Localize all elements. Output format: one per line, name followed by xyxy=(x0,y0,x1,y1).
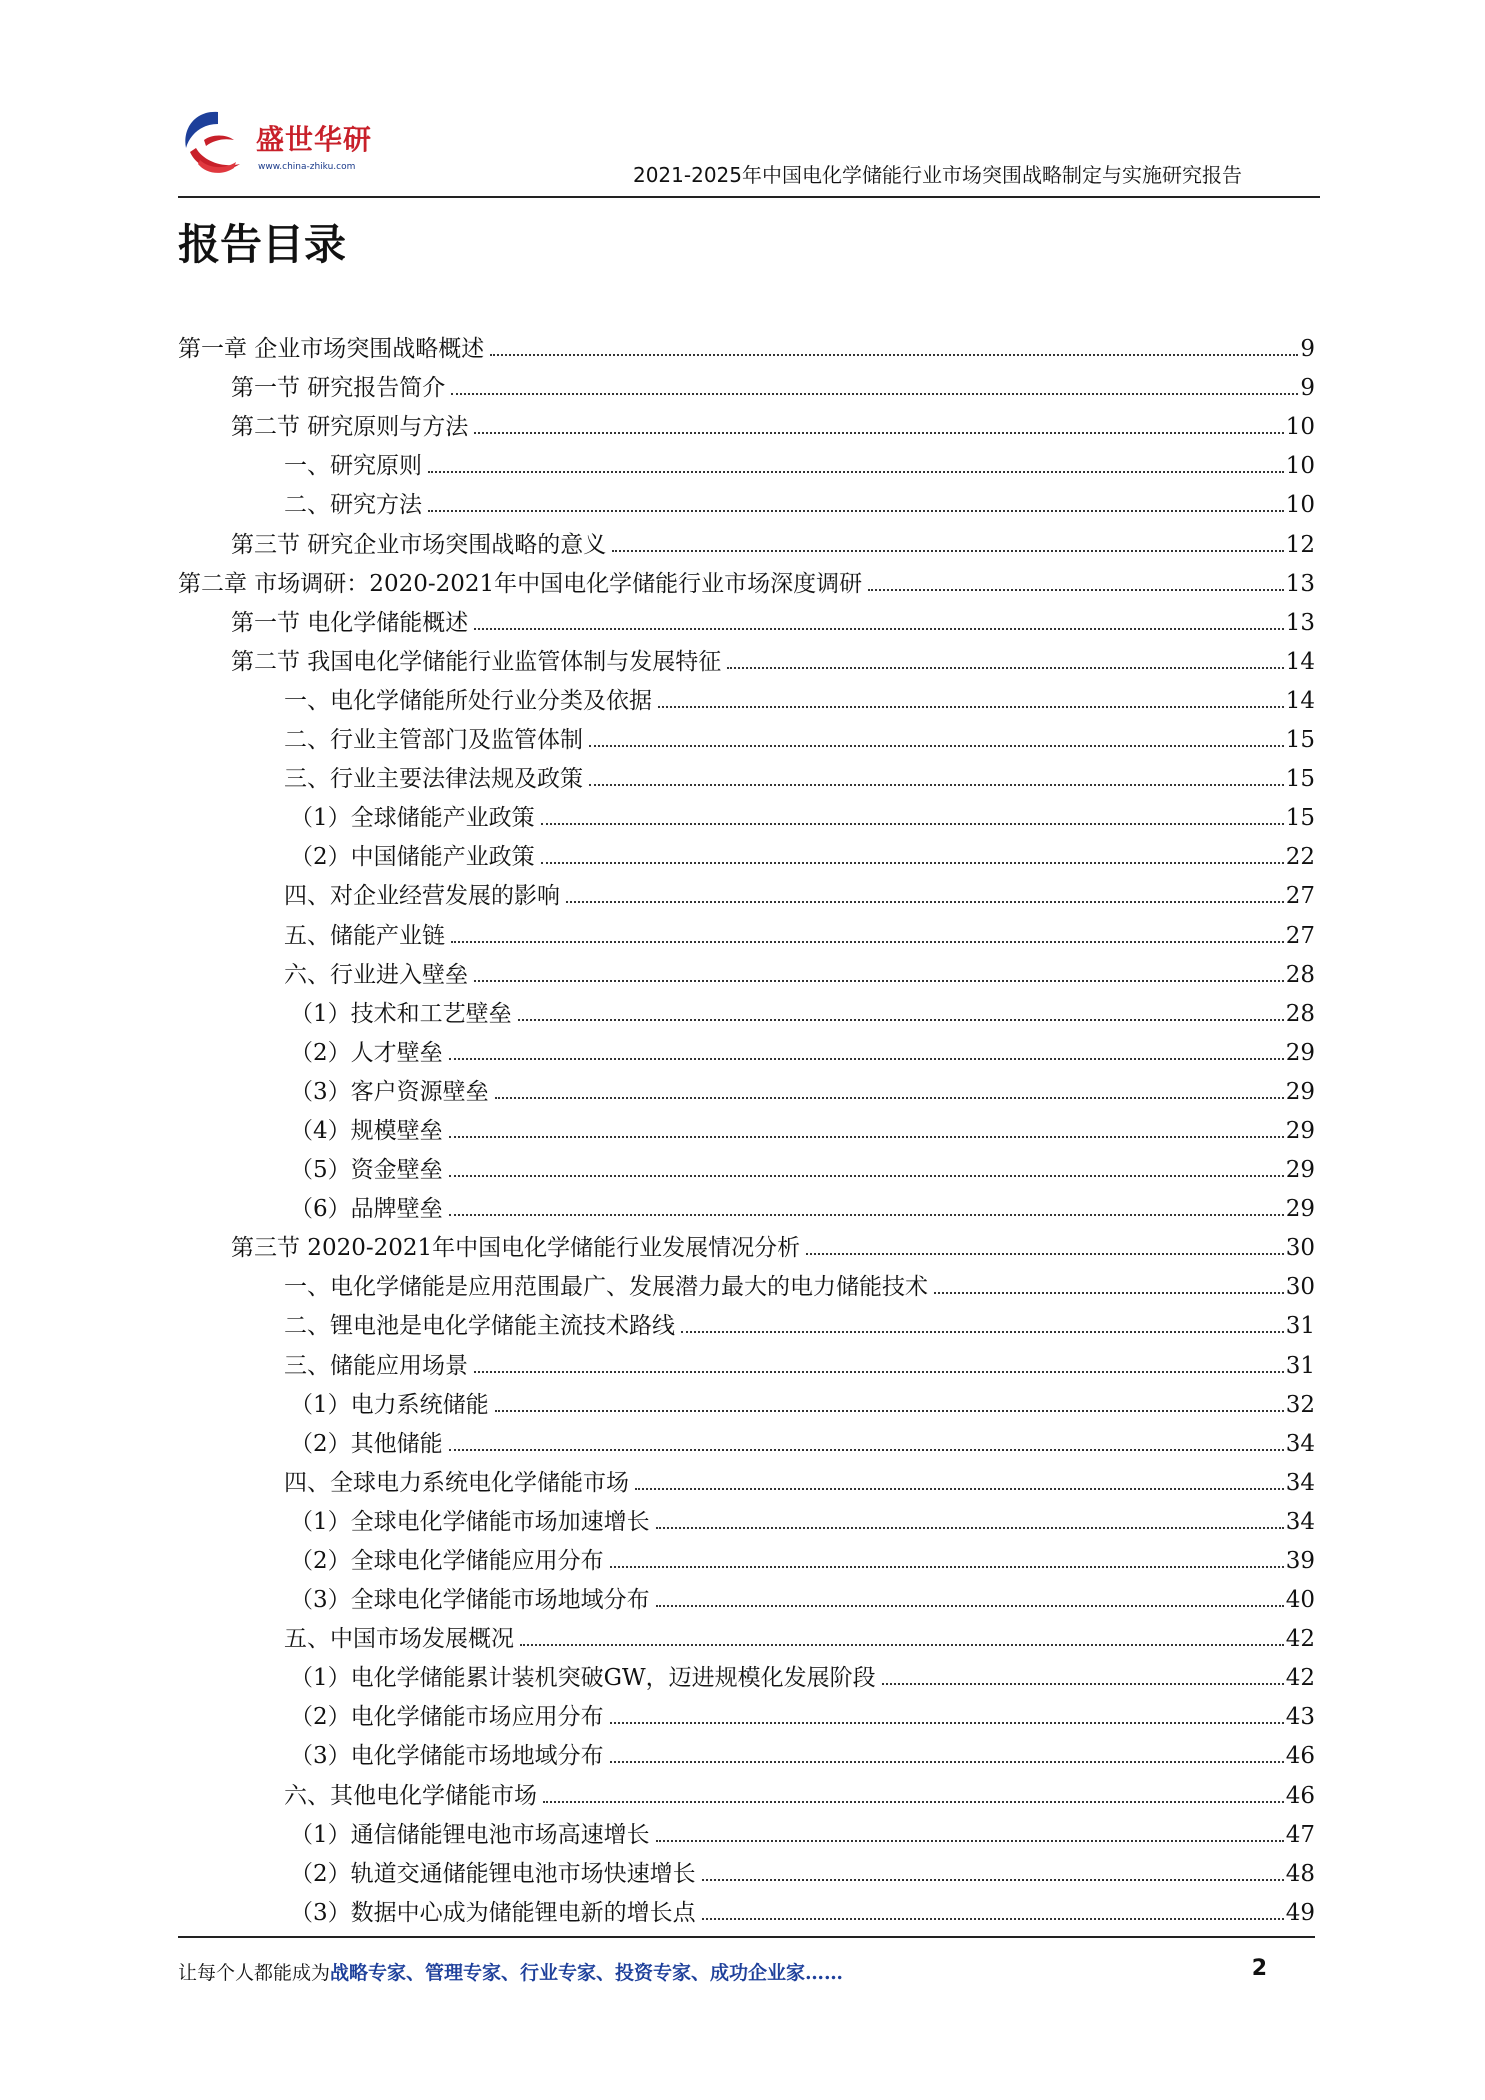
toc-entry[interactable] xyxy=(178,1693,1315,1732)
toc-entry[interactable] xyxy=(178,1615,1315,1654)
slogan-prefix: 让每个人都能成为 xyxy=(178,1962,331,1984)
toc-entry-page: 9 xyxy=(1300,375,1315,402)
toc-entry-title: 四、对企业经营发展的影响 xyxy=(284,883,560,910)
toc-entry-page: 28 xyxy=(1285,1000,1315,1027)
toc-leader-dots xyxy=(589,745,1284,747)
toc-entry-page: 43 xyxy=(1285,1704,1315,1731)
logo-name: 盛世华研 xyxy=(256,123,373,156)
toc-entry-title: 六、其他电化学储能市场 xyxy=(284,1782,537,1809)
toc-entry-title: 第二章 市场调研：2020-2021年中国电化学储能行业市场深度调研 xyxy=(178,570,863,597)
toc-entry-title: （1）全球储能产业政策 xyxy=(290,805,535,832)
toc-leader-dots xyxy=(610,1722,1284,1724)
toc-leader-dots xyxy=(495,1097,1284,1099)
toc-leader-dots xyxy=(474,432,1283,434)
toc-leader-dots xyxy=(727,667,1283,669)
toc-entry-title: 二、锂电池是电化学储能主流技术路线 xyxy=(284,1313,675,1340)
toc-entry-page: 42 xyxy=(1285,1626,1315,1653)
toc-entry[interactable] xyxy=(178,1302,1315,1341)
toc-leader-dots xyxy=(474,980,1284,982)
toc-entry-page: 10 xyxy=(1285,453,1315,480)
toc-entry-page: 34 xyxy=(1285,1430,1315,1457)
footer-slogan xyxy=(178,1958,843,1985)
toc-entry-title: （1）电化学储能累计装机突破GW，迈进规模化发展阶段 xyxy=(290,1665,876,1692)
toc-entry[interactable] xyxy=(178,990,1315,1029)
toc-entry[interactable] xyxy=(178,1224,1315,1263)
toc-entry-page: 27 xyxy=(1285,922,1315,949)
toc-leader-dots xyxy=(543,1801,1284,1803)
toc-leader-dots xyxy=(451,941,1284,943)
toc-entry-page: 29 xyxy=(1285,1078,1315,1105)
toc-entry[interactable] xyxy=(178,1381,1315,1420)
toc-entry[interactable] xyxy=(178,1459,1315,1498)
toc-entry[interactable] xyxy=(178,364,1315,403)
toc-entry-page: 32 xyxy=(1285,1391,1315,1418)
toc-entry-title: 四、全球电力系统电化学储能市场 xyxy=(284,1469,629,1496)
toc-entry-title: （1）全球电化学储能市场加速增长 xyxy=(290,1508,650,1535)
toc-entry[interactable] xyxy=(178,481,1315,520)
toc-entry-title: （6）品牌壁垒 xyxy=(290,1196,443,1223)
toc-leader-dots xyxy=(635,1488,1284,1490)
toc-leader-dots xyxy=(449,1175,1284,1177)
toc-entry-title: （2）轨道交通储能锂电池市场快速增长 xyxy=(290,1860,696,1887)
toc-entry-page: 14 xyxy=(1285,687,1315,714)
toc-leader-dots xyxy=(490,354,1298,356)
toc-leader-dots xyxy=(474,628,1283,630)
toc-entry[interactable] xyxy=(178,911,1315,950)
toc-entry[interactable] xyxy=(178,403,1315,442)
page-footer xyxy=(178,1936,1315,1984)
page-header xyxy=(178,100,1320,198)
toc-entry-title: （3）电化学储能市场地域分布 xyxy=(290,1743,604,1770)
toc-leader-dots xyxy=(451,393,1298,395)
toc-leader-dots xyxy=(520,1644,1284,1646)
toc-entry[interactable] xyxy=(178,833,1315,872)
toc-leader-dots xyxy=(541,862,1284,864)
toc-entry-title: 五、储能产业链 xyxy=(284,922,445,949)
toc-entry[interactable] xyxy=(178,1811,1315,1850)
toc-entry-title: 第二节 研究原则与方法 xyxy=(231,414,469,441)
toc-leader-dots xyxy=(610,1566,1284,1568)
toc-entry-page: 34 xyxy=(1285,1469,1315,1496)
toc-entry-title: 第二节 我国电化学储能行业监管体制与发展特征 xyxy=(231,648,722,675)
toc-leader-dots xyxy=(656,1840,1284,1842)
toc-leader-dots xyxy=(612,550,1283,552)
toc-entry[interactable] xyxy=(178,599,1315,638)
toc-entry-title: 第三节 研究企业市场突围战略的意义 xyxy=(231,531,607,558)
toc-entry-page: 29 xyxy=(1285,1039,1315,1066)
toc-entry-title: 第一节 电化学储能概述 xyxy=(231,609,469,636)
toc-entry-title: 第三节 2020-2021年中国电化学储能行业发展情况分析 xyxy=(231,1235,801,1262)
toc-entry-page: 15 xyxy=(1285,766,1315,793)
toc-entry-page: 15 xyxy=(1285,727,1315,754)
toc-entry-page: 30 xyxy=(1285,1235,1315,1262)
toc-entry-page: 34 xyxy=(1285,1508,1315,1535)
toc-entry-title: （3）全球电化学储能市场地域分布 xyxy=(290,1587,650,1614)
toc-entry-title: （1）通信储能锂电池市场高速增长 xyxy=(290,1821,650,1848)
toc-entry-title: 二、研究方法 xyxy=(284,492,422,519)
toc-entry[interactable] xyxy=(178,638,1315,677)
toc-entry-title: 五、中国市场发展概况 xyxy=(284,1626,514,1653)
toc-leader-dots xyxy=(681,1331,1284,1333)
toc-leader-dots xyxy=(656,1605,1284,1607)
toc-entry-page: 9 xyxy=(1300,336,1315,363)
toc-entry-title: （2）人才壁垒 xyxy=(290,1039,443,1066)
toc-entry-page: 22 xyxy=(1285,844,1315,871)
document-title: 2021-2025年中国电化学储能行业市场突围战略制定与实施研究报告 xyxy=(632,163,1242,187)
toc-entry[interactable] xyxy=(178,951,1315,990)
toc-entry-page: 49 xyxy=(1285,1899,1315,1926)
toc-entry-page: 28 xyxy=(1285,961,1315,988)
toc-entry-page: 15 xyxy=(1285,805,1315,832)
toc-entry[interactable] xyxy=(178,1263,1315,1302)
toc-entry[interactable] xyxy=(178,1850,1315,1889)
toc-entry-title: （1）技术和工艺壁垒 xyxy=(290,1000,512,1027)
toc-leader-dots xyxy=(882,1683,1284,1685)
toc-leader-dots xyxy=(428,471,1284,473)
toc-entry[interactable] xyxy=(178,1576,1315,1615)
toc-entry-title: （3）客户资源壁垒 xyxy=(290,1078,489,1105)
toc-leader-dots xyxy=(868,589,1284,591)
toc-entry[interactable] xyxy=(178,872,1315,911)
toc-entry-title: （2）其他储能 xyxy=(290,1430,443,1457)
toc-leader-dots xyxy=(449,1136,1284,1138)
toc-entry[interactable] xyxy=(178,1889,1315,1928)
toc-entry-page: 29 xyxy=(1285,1157,1315,1184)
toc-entry[interactable] xyxy=(178,1420,1315,1459)
toc-entry-title: 二、行业主管部门及监管体制 xyxy=(284,727,583,754)
toc-leader-dots xyxy=(566,901,1284,903)
toc-entry-page: 31 xyxy=(1285,1352,1315,1379)
toc-entry-page: 47 xyxy=(1285,1821,1315,1848)
toc-entry[interactable] xyxy=(178,716,1315,755)
toc-entry-page: 31 xyxy=(1285,1313,1315,1340)
logo-url: www.china-zhiku.com xyxy=(258,162,356,172)
toc-entry[interactable] xyxy=(178,1537,1315,1576)
toc-entry-title: （3）数据中心成为储能锂电新的增长点 xyxy=(290,1899,696,1926)
toc-entry-page: 29 xyxy=(1285,1117,1315,1144)
toc-entry[interactable] xyxy=(178,794,1315,833)
toc-leader-dots xyxy=(656,1527,1284,1529)
page-number: 2 xyxy=(1251,1956,1267,1981)
toc-entry[interactable] xyxy=(178,1498,1315,1537)
toc-leader-dots xyxy=(589,784,1284,786)
toc-leader-dots xyxy=(658,706,1284,708)
toc-leader-dots xyxy=(449,1214,1284,1216)
toc-entry[interactable] xyxy=(178,1146,1315,1185)
table-of-contents xyxy=(178,325,1315,1928)
toc-entry[interactable] xyxy=(178,1771,1315,1810)
toc-entry-page: 30 xyxy=(1285,1274,1315,1301)
toc-entry[interactable] xyxy=(178,520,1315,559)
toc-entry-title: 三、储能应用场景 xyxy=(284,1352,468,1379)
toc-leader-dots xyxy=(541,823,1284,825)
toc-entry[interactable] xyxy=(178,1029,1315,1068)
toc-leader-dots xyxy=(474,1371,1284,1373)
toc-entry-page: 39 xyxy=(1285,1548,1315,1574)
logo-emblem-icon xyxy=(178,104,258,188)
toc-entry-page: 48 xyxy=(1285,1860,1315,1887)
toc-entry[interactable] xyxy=(178,1185,1315,1224)
toc-leader-dots xyxy=(518,1019,1284,1021)
toc-entry[interactable] xyxy=(178,325,1315,364)
toc-entry-title: 一、电化学储能所处行业分类及依据 xyxy=(284,687,652,714)
toc-entry[interactable] xyxy=(178,442,1315,481)
toc-entry-title: （2）中国储能产业政策 xyxy=(290,844,535,871)
toc-entry-title: 一、研究原则 xyxy=(284,453,422,480)
toc-entry-title: 第一章 企业市场突围战略概述 xyxy=(178,336,485,363)
toc-entry-title: （4）规模壁垒 xyxy=(290,1117,443,1144)
toc-entry-page: 27 xyxy=(1285,883,1315,910)
toc-leader-dots xyxy=(495,1410,1284,1412)
toc-entry-title: （5）资金壁垒 xyxy=(290,1157,443,1184)
toc-entry-title: 第一节 研究报告简介 xyxy=(231,375,446,402)
toc-leader-dots xyxy=(702,1879,1284,1881)
toc-entry-page: 40 xyxy=(1285,1587,1315,1614)
toc-leader-dots xyxy=(934,1292,1284,1294)
toc-entry[interactable] xyxy=(178,1654,1315,1693)
toc-entry-page: 13 xyxy=(1285,570,1315,597)
toc-entry-page: 42 xyxy=(1285,1665,1315,1692)
toc-entry-title: （1）电力系统储能 xyxy=(290,1391,489,1418)
toc-entry-page: 12 xyxy=(1285,531,1315,558)
toc-entry[interactable] xyxy=(178,755,1315,794)
toc-leader-dots xyxy=(449,1058,1284,1060)
toc-entry-title: （2）电化学储能市场应用分布 xyxy=(290,1704,604,1731)
toc-entry-title: 三、行业主要法律法规及政策 xyxy=(284,766,583,793)
toc-entry[interactable] xyxy=(178,1341,1315,1380)
toc-entry[interactable] xyxy=(178,1107,1315,1146)
page-title: 报告目录 xyxy=(178,220,347,269)
toc-entry[interactable] xyxy=(178,1068,1315,1107)
toc-entry-page: 14 xyxy=(1285,648,1315,675)
company-logo xyxy=(178,104,398,188)
toc-entry-page: 10 xyxy=(1285,414,1315,441)
toc-leader-dots xyxy=(428,510,1284,512)
toc-leader-dots xyxy=(806,1253,1284,1255)
toc-leader-dots xyxy=(702,1918,1284,1920)
toc-leader-dots xyxy=(449,1449,1284,1451)
toc-entry-page: 29 xyxy=(1285,1196,1315,1223)
toc-entry[interactable] xyxy=(178,560,1315,599)
toc-entry-title: （2）全球电化学储能应用分布 xyxy=(290,1548,604,1574)
toc-entry[interactable] xyxy=(178,677,1315,716)
toc-entry-page: 46 xyxy=(1285,1782,1315,1809)
toc-entry-title: 六、行业进入壁垒 xyxy=(284,961,468,988)
toc-entry-page: 13 xyxy=(1285,609,1315,636)
toc-entry-title: 一、电化学储能是应用范围最广、发展潜力最大的电力储能技术 xyxy=(284,1274,928,1301)
toc-entry-page: 10 xyxy=(1285,492,1315,519)
toc-entry[interactable] xyxy=(178,1732,1315,1771)
toc-leader-dots xyxy=(610,1761,1284,1763)
slogan-highlight: 战略专家、管理专家、行业专家、投资专家、成功企业家…… xyxy=(330,1962,844,1984)
toc-entry-page: 46 xyxy=(1285,1743,1315,1770)
